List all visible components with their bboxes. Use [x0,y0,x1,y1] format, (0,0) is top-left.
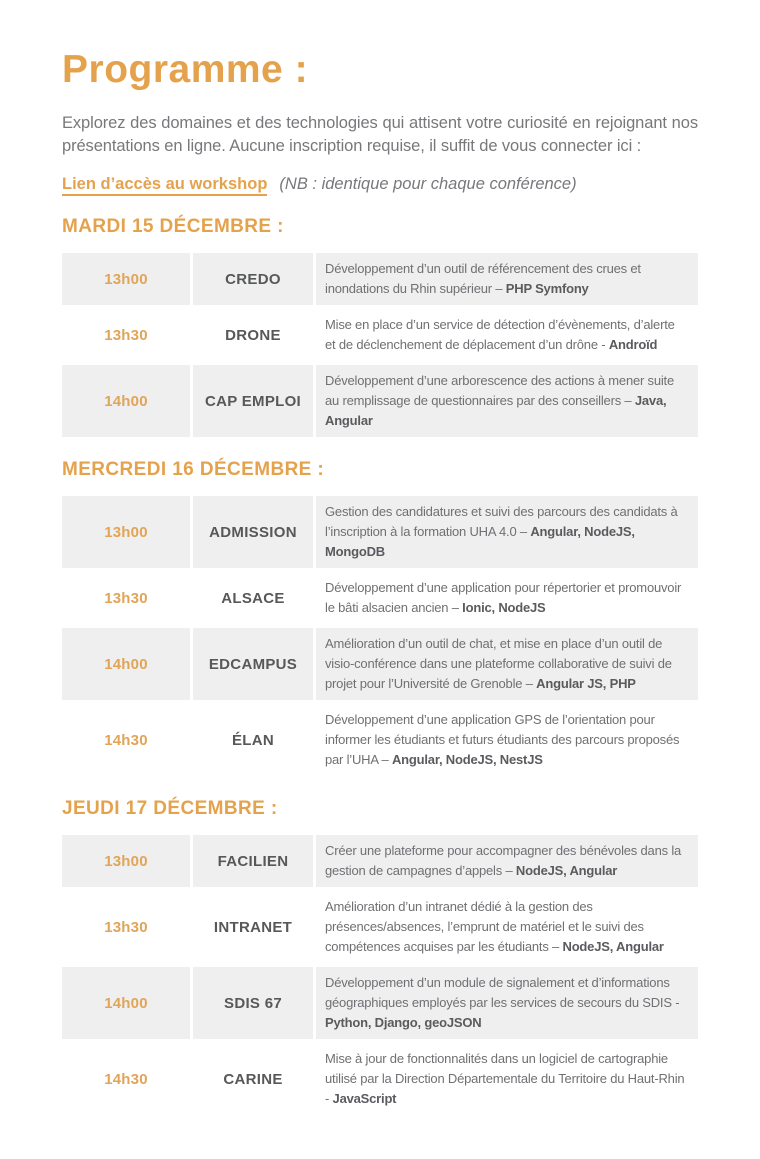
description-text: Développement d’un module de signalement et d’informations géographiques employés par les services de secours du SDIS - [325,975,680,1010]
description-text: Amélioration d’un intranet dédié à la gestion des présences/absences, l’emprunt de matériel et le suivi des compétences acquises par les étudiants – [325,899,644,954]
project-name-cell: CAP EMPLOI [193,365,313,437]
day-section-mardi [62,216,698,437]
schedule-row [62,309,698,361]
description-text: Développement d’un outil de référencement des crues et inondations du Rhin supérieur – [325,261,641,296]
description-cell [316,891,698,963]
description-text: Développement d’une application pour répertorier et promouvoir le bâti alsacien ancien – [325,580,682,615]
description-text: Gestion des candidatures et suivi des parcours des candidats à l’inscription à la formation UHA 4.0 – [325,504,678,539]
description-text: Développement d’une arborescence des actions à mener suite au remplissage de questionnaires par des conseillers – [325,373,675,408]
time-cell: 13h00 [62,835,190,887]
page-title: Programme : [62,48,309,91]
schedule-table [62,253,698,437]
project-name-cell: EDCAMPUS [193,628,313,700]
tech-stack: Angular JS, PHP [536,676,636,691]
day-section-mercredi [62,459,698,776]
tech-stack: PHP Symfony [505,281,589,296]
project-name-cell: ADMISSION [193,496,313,568]
description-cell [316,704,698,776]
time-cell: 13h00 [62,253,190,305]
description-text: Mise à jour de fonctionnalités dans un logiciel de cartographie utilisé par la Direction Départementale du Territoire du Haut-Rhin - [325,1051,685,1106]
project-name-cell: ÉLAN [193,704,313,776]
tech-stack: Java, Angular [325,393,667,428]
schedule-row [62,365,698,437]
day-heading: JEUDI 17 DÉCEMBRE : [62,798,278,819]
time-cell: 14h30 [62,1043,190,1115]
time-cell: 14h00 [62,967,190,1039]
time-cell: 13h30 [62,891,190,963]
intro-paragraph: Explorez des domaines et des technologies qui attisent votre curiosité en rejoignant nos présentations en ligne. Aucune inscription requise, il suffit de vous connecter ici : [62,114,698,155]
workshop-access-link[interactable]: Lien d’accès au workshop [62,175,267,196]
tech-stack: Androïd [608,337,658,352]
project-name-cell: ALSACE [193,572,313,624]
project-name-cell: CREDO [193,253,313,305]
tech-stack: Angular, NodeJS, MongoDB [325,524,635,559]
tech-stack: NodeJS, Angular [515,863,618,878]
project-name-cell: FACILIEN [193,835,313,887]
time-cell: 13h30 [62,572,190,624]
day-heading: MERCREDI 16 DÉCEMBRE : [62,459,325,480]
schedule-table [62,835,698,1115]
schedule-row [62,891,698,963]
description-text: Développement d’une application GPS de l’orientation pour informer les étudiants et futurs étudiants des parcours proposés par l’UHA – [325,712,680,767]
description-cell [316,253,698,305]
project-name-cell: CARINE [193,1043,313,1115]
project-name-cell: INTRANET [193,891,313,963]
tech-stack: Python, Django, geoJSON [325,1015,482,1030]
schedule-row [62,572,698,624]
schedule-row [62,496,698,568]
project-name-cell: SDIS 67 [193,967,313,1039]
schedule-row [62,253,698,305]
schedule-row [62,835,698,887]
tech-stack: Angular, NodeJS, NestJS [391,752,543,767]
description-cell [316,967,698,1039]
schedule-row [62,628,698,700]
time-cell: 13h30 [62,309,190,361]
tech-stack: Ionic, NodeJS [462,600,546,615]
tech-stack: NodeJS, Angular [562,939,664,954]
time-cell: 13h00 [62,496,190,568]
day-section-jeudi [62,798,698,1115]
schedule-row [62,704,698,776]
schedule-row [62,1043,698,1115]
time-cell: 14h30 [62,704,190,776]
time-cell: 14h00 [62,365,190,437]
day-heading: MARDI 15 DÉCEMBRE : [62,216,284,237]
description-text: Créer une plateforme pour accompagner des bénévoles dans la gestion de campagnes d’appels – [325,843,682,878]
description-text: Mise en place d’un service de détection d’évènements, d’alerte et de déclenchement de déplacement d’un drône - [325,317,675,352]
description-cell [316,496,698,568]
description-text: Amélioration d’un outil de chat, et mise en place d’un outil de visio-conférence dans une plateforme collaborative de suivi de projet pour l’Université de Grenoble – [325,636,672,691]
schedule-table [62,496,698,776]
description-cell [316,1043,698,1115]
tech-stack: JavaScript [332,1091,397,1106]
schedule-row [62,967,698,1039]
time-cell: 14h00 [62,628,190,700]
workshop-link-note: (NB : identique pour chaque conférence) [279,175,577,193]
description-cell [316,309,698,361]
description-cell [316,835,698,887]
description-cell [316,628,698,700]
project-name-cell: DRONE [193,309,313,361]
workshop-link-line [62,175,698,194]
description-cell [316,572,698,624]
description-cell [316,365,698,437]
